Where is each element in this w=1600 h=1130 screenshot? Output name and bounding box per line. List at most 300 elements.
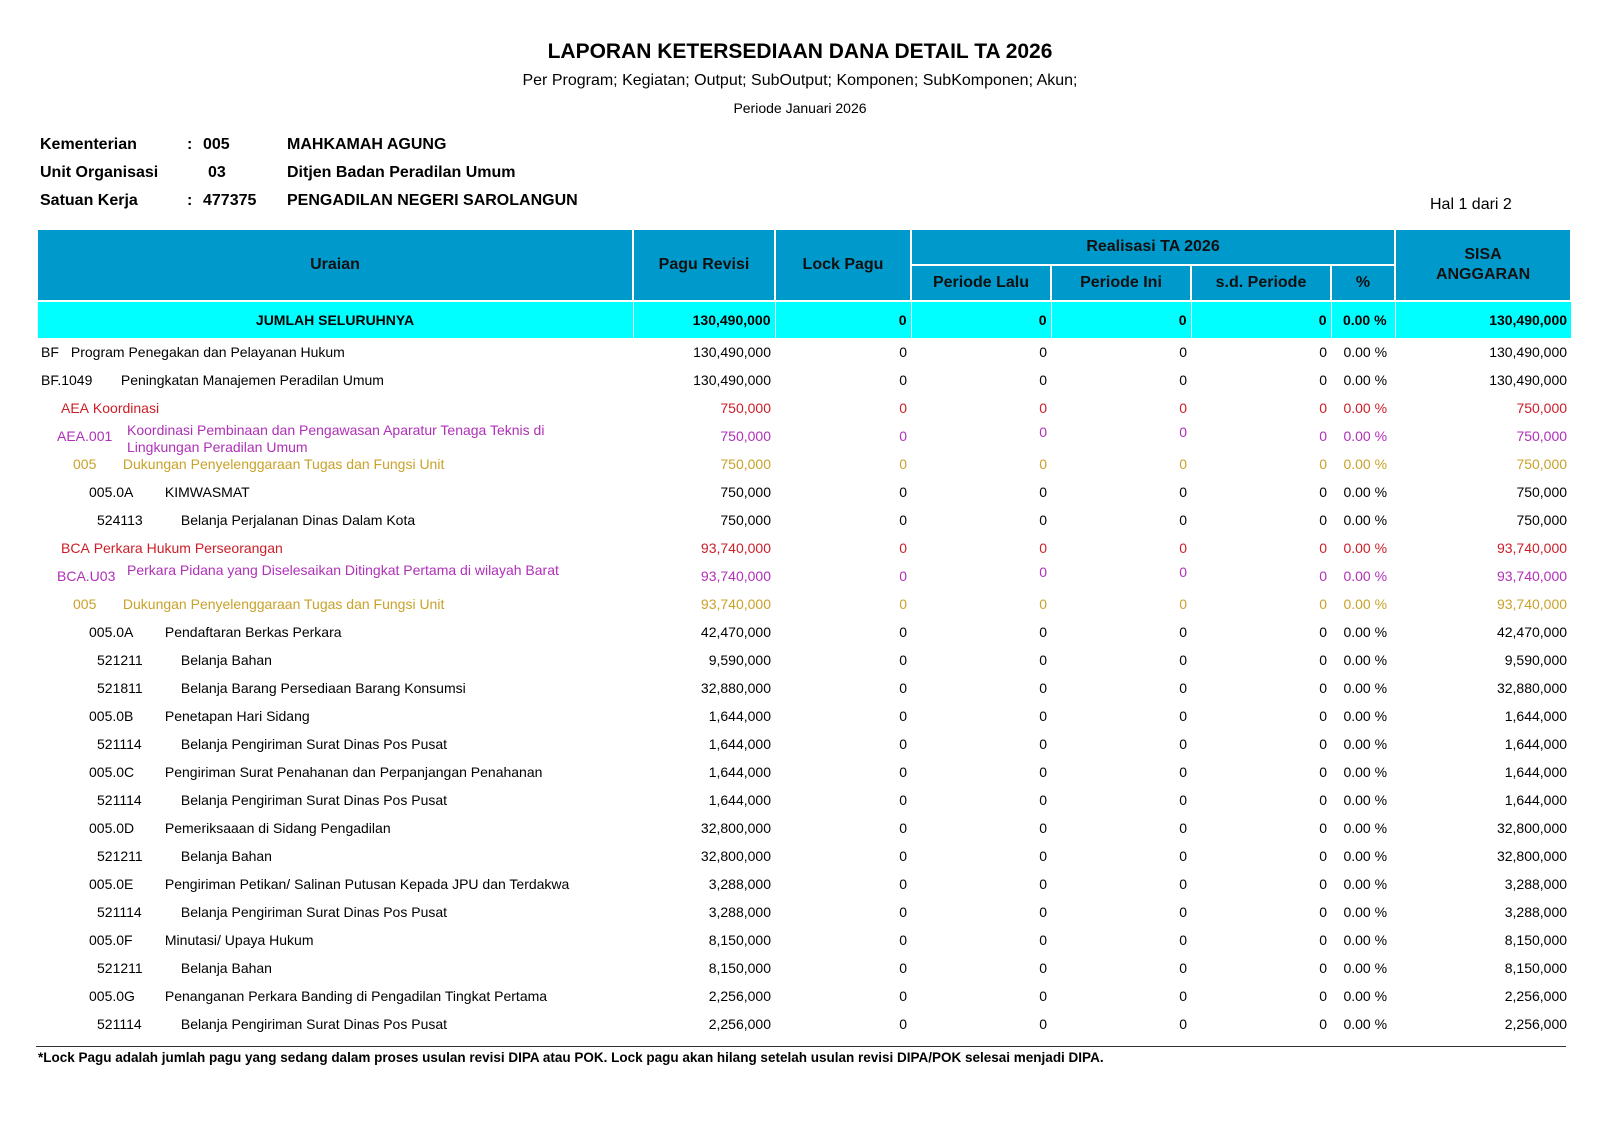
row-sd-periode: 0	[1319, 792, 1327, 808]
row-periode-lalu	[911, 674, 1051, 702]
row-sisa-anggaran: 130,490,000	[1489, 344, 1568, 360]
row-periode-ini	[1051, 1010, 1191, 1038]
table-row-subkomponen	[37, 926, 1571, 954]
report-meta	[40, 136, 1540, 220]
row-periode-ini-value: 0	[1179, 624, 1187, 640]
row-code: 521211	[97, 848, 143, 864]
row-persen: 0.00 %	[1343, 484, 1388, 500]
row-desc: Belanja Pengiriman Surat Dinas Pos Pusat	[180, 792, 448, 808]
row-periode-ini-value: 0	[1179, 736, 1187, 752]
row-pagu-revisi: 1,644,000	[708, 708, 771, 724]
row-pagu-revisi: 8,150,000	[708, 960, 771, 976]
row-periode-ini	[1051, 394, 1191, 422]
row-periode-ini	[1051, 506, 1191, 534]
meta-name: Ditjen Badan Peradilan Umum	[287, 164, 516, 181]
row-periode-ini-value: 0	[1179, 960, 1187, 976]
row-code: 524113	[97, 512, 143, 528]
row-pagu-revisi: 750,000	[720, 400, 771, 416]
row-code: AEA.001	[57, 428, 113, 444]
row-uraian	[37, 870, 633, 898]
row-periode-ini-value: 0	[1179, 764, 1187, 780]
meta-unit-organisasi	[40, 164, 1540, 192]
row-desc: Pemeriksaaan di Sidang Pengadilan	[164, 820, 391, 836]
row-periode-lalu-value: 0	[1039, 372, 1047, 388]
row-lock-pagu: 0	[899, 876, 907, 892]
row-periode-ini-value: 0	[1179, 564, 1187, 580]
row-pagu-revisi: 1,644,000	[708, 792, 771, 808]
row-desc: KIMWASMAT	[164, 484, 250, 500]
table-row-subkomponen	[37, 618, 1571, 646]
row-uraian	[37, 1010, 633, 1038]
row-periode-lalu	[911, 730, 1051, 758]
row-periode-ini	[1051, 814, 1191, 842]
row-code: 521211	[97, 652, 143, 668]
row-persen: 0.00 %	[1343, 876, 1388, 892]
row-persen: 0.00 %	[1343, 708, 1388, 724]
row-periode-ini	[1051, 534, 1191, 562]
row-periode-ini	[1051, 786, 1191, 814]
row-sd-periode: 0	[1319, 708, 1327, 724]
row-periode-ini-value: 0	[1179, 680, 1187, 696]
row-code: 005.0C	[89, 764, 135, 780]
meta-label: Kementerian	[40, 136, 137, 153]
meta-label: Unit Organisasi	[40, 164, 159, 181]
row-sd-periode: 0	[1319, 652, 1327, 668]
row-persen: 0.00 %	[1343, 792, 1388, 808]
row-sisa-anggaran: 2,256,000	[1504, 988, 1568, 1004]
row-periode-lalu	[911, 786, 1051, 814]
row-periode-lalu	[911, 590, 1051, 618]
row-uraian	[37, 590, 633, 618]
row-periode-ini-value: 0	[1179, 876, 1187, 892]
row-sd-periode: 0	[1319, 988, 1327, 1004]
header-lock-pagu: Lock Pagu	[775, 229, 911, 301]
row-sd-periode: 0	[1319, 1016, 1327, 1032]
row-lock-pagu: 0	[899, 960, 907, 976]
row-sisa-anggaran: 1,644,000	[1504, 792, 1568, 808]
row-lock-pagu: 0	[899, 624, 907, 640]
row-desc: Peningkatan Manajemen Peradilan Umum	[120, 372, 384, 388]
row-periode-lalu	[911, 898, 1051, 926]
meta-satuan-kerja	[40, 192, 1540, 220]
row-periode-ini-value: 0	[1179, 484, 1187, 500]
row-periode-lalu	[911, 702, 1051, 730]
row-uraian	[37, 562, 633, 590]
row-uraian	[37, 982, 633, 1010]
row-periode-lalu	[911, 506, 1051, 534]
row-periode-ini-value: 0	[1179, 512, 1187, 528]
row-pagu-revisi: 8,150,000	[708, 932, 771, 948]
row-periode-ini-value: 0	[1179, 792, 1187, 808]
row-persen: 0.00 %	[1343, 960, 1388, 976]
row-lock-pagu: 0	[899, 512, 907, 528]
row-sisa-anggaran: 42,470,000	[1496, 624, 1568, 640]
row-sisa-anggaran: 8,150,000	[1504, 932, 1568, 948]
row-uraian	[37, 814, 633, 842]
row-lock-pagu: 0	[899, 568, 907, 584]
row-lock-pagu: 0	[899, 400, 907, 416]
meta-colon: :	[187, 192, 193, 209]
meta-code: 03	[208, 164, 226, 181]
row-sd-periode: 0	[1319, 764, 1327, 780]
row-lock-pagu: 0	[899, 456, 907, 472]
row-periode-lalu	[911, 954, 1051, 982]
report-subtitle: Per Program; Kegiatan; Output; SubOutput; Komponen; SubKomponen; Akun;	[522, 72, 1078, 89]
row-sisa-anggaran: 2,256,000	[1504, 1016, 1568, 1032]
row-sisa-anggaran: 1,644,000	[1504, 708, 1568, 724]
row-periode-lalu	[911, 842, 1051, 870]
grand-total-sisa: 130,490,000	[1395, 301, 1571, 338]
row-periode-ini-value: 0	[1179, 456, 1187, 472]
row-code: 005.0E	[89, 876, 134, 892]
row-persen: 0.00 %	[1343, 596, 1388, 612]
row-uraian	[37, 842, 633, 870]
row-periode-lalu-value: 0	[1039, 652, 1047, 668]
table-row-akun	[37, 786, 1571, 814]
row-periode-ini-value: 0	[1179, 904, 1187, 920]
row-code: BCA	[61, 540, 90, 556]
grand-total-ini: 0	[1051, 301, 1191, 338]
row-periode-lalu-value: 0	[1039, 708, 1047, 724]
row-lock-pagu: 0	[899, 540, 907, 556]
row-pagu-revisi: 32,800,000	[700, 848, 771, 864]
row-sd-periode: 0	[1319, 960, 1327, 976]
row-sd-periode: 0	[1319, 400, 1327, 416]
meta-colon: :	[187, 136, 193, 153]
row-uraian	[37, 758, 633, 786]
row-sisa-anggaran: 750,000	[1516, 512, 1568, 528]
row-uraian	[37, 366, 633, 394]
row-periode-lalu	[911, 982, 1051, 1010]
row-periode-ini	[1051, 758, 1191, 786]
lock-pagu-footnote: *Lock Pagu adalah jumlah pagu yang sedang dalam proses usulan revisi DIPA atau POK. Lock pagu akan hilang setelah usulan revisi DIPA/POK selesai menjadi DIPA.	[38, 1050, 1104, 1065]
row-periode-ini-value: 0	[1179, 400, 1187, 416]
row-sisa-anggaran: 32,880,000	[1496, 680, 1568, 696]
row-lock-pagu: 0	[899, 848, 907, 864]
row-sisa-anggaran: 1,644,000	[1504, 736, 1568, 752]
row-pagu-revisi: 1,644,000	[708, 764, 771, 780]
row-periode-ini	[1051, 982, 1191, 1010]
row-periode-lalu-value: 0	[1039, 848, 1047, 864]
row-periode-lalu-value: 0	[1039, 736, 1047, 752]
row-persen: 0.00 %	[1343, 932, 1388, 948]
row-code: 521811	[97, 680, 143, 696]
row-code: 005	[73, 456, 97, 472]
row-periode-ini-value: 0	[1179, 848, 1187, 864]
row-code: BF.1049	[41, 372, 93, 388]
row-lock-pagu: 0	[899, 372, 907, 388]
row-periode-lalu-value: 0	[1039, 564, 1047, 580]
row-periode-ini	[1051, 702, 1191, 730]
budget-rows	[37, 338, 1571, 1038]
row-periode-lalu-value: 0	[1039, 596, 1047, 612]
row-code: 521114	[97, 736, 142, 752]
header-persen: %	[1331, 265, 1395, 301]
header-realisasi: Realisasi TA 2026	[911, 229, 1395, 265]
row-desc: Minutasi/ Upaya Hukum	[164, 932, 314, 948]
meta-name: PENGADILAN NEGERI SAROLANGUN	[287, 192, 578, 209]
row-desc: Belanja Pengiriman Surat Dinas Pos Pusat	[180, 1016, 448, 1032]
row-pagu-revisi: 9,590,000	[708, 652, 771, 668]
row-code: 521114	[97, 1016, 142, 1032]
row-periode-lalu	[911, 478, 1051, 506]
row-lock-pagu: 0	[899, 484, 907, 500]
row-sd-periode: 0	[1319, 568, 1327, 584]
row-periode-ini	[1051, 338, 1191, 366]
row-code: BF	[41, 344, 59, 360]
row-sisa-anggaran: 1,644,000	[1504, 764, 1568, 780]
row-code: 005.0D	[89, 820, 135, 836]
table-row-akun	[37, 954, 1571, 982]
row-desc: Pengiriman Petikan/ Salinan Putusan Kepada JPU dan Terdakwa	[164, 876, 570, 892]
row-sd-periode: 0	[1319, 736, 1327, 752]
table-row-akun	[37, 506, 1571, 534]
row-desc: Koordinasi Pembinaan dan Pengawasan Aparatur Tenaga Teknis di Lingkungan Peradilan Umum	[127, 422, 545, 455]
row-persen: 0.00 %	[1343, 540, 1388, 556]
grand-total-pct: 0.00 %	[1331, 301, 1395, 338]
meta-code: 005	[203, 136, 230, 153]
meta-name: MAHKAMAH AGUNG	[287, 136, 447, 153]
row-periode-lalu	[911, 618, 1051, 646]
row-lock-pagu: 0	[899, 680, 907, 696]
row-sd-periode: 0	[1319, 344, 1327, 360]
row-persen: 0.00 %	[1343, 764, 1388, 780]
row-periode-ini-value: 0	[1179, 652, 1187, 668]
row-sisa-anggaran: 93,740,000	[1496, 568, 1568, 584]
report-period: Periode Januari 2026	[733, 100, 867, 116]
table-row-subkomponen	[37, 982, 1571, 1010]
row-periode-lalu	[911, 394, 1051, 422]
table-row-akun	[37, 898, 1571, 926]
row-pagu-revisi: 93,740,000	[700, 596, 771, 612]
row-periode-ini	[1051, 590, 1191, 618]
row-periode-ini-value: 0	[1179, 372, 1187, 388]
row-periode-lalu	[911, 1010, 1051, 1038]
row-pagu-revisi: 93,740,000	[700, 540, 771, 556]
row-code: 521114	[97, 792, 142, 808]
table-row-output	[37, 394, 1571, 422]
table-row-kegiatan	[37, 366, 1571, 394]
row-periode-ini	[1051, 562, 1191, 590]
row-periode-ini	[1051, 898, 1191, 926]
row-sisa-anggaran: 32,800,000	[1496, 848, 1568, 864]
row-periode-lalu-value: 0	[1039, 680, 1047, 696]
row-pagu-revisi: 1,644,000	[708, 736, 771, 752]
row-periode-ini-value: 0	[1179, 344, 1187, 360]
row-sisa-anggaran: 93,740,000	[1496, 540, 1568, 556]
row-lock-pagu: 0	[899, 988, 907, 1004]
row-periode-lalu-value: 0	[1039, 624, 1047, 640]
row-desc: Belanja Perjalanan Dinas Dalam Kota	[180, 512, 416, 528]
grand-total-lock: 0	[775, 301, 911, 338]
row-periode-ini	[1051, 926, 1191, 954]
row-periode-lalu-value: 0	[1039, 1016, 1047, 1032]
row-periode-lalu	[911, 870, 1051, 898]
table-row-program	[37, 338, 1571, 366]
row-sisa-anggaran: 3,288,000	[1504, 904, 1568, 920]
row-desc: Belanja Barang Persediaan Barang Konsumsi	[180, 680, 466, 696]
footer-divider	[36, 1046, 1566, 1047]
row-sd-periode: 0	[1319, 372, 1327, 388]
row-persen: 0.00 %	[1343, 400, 1388, 416]
row-periode-lalu	[911, 814, 1051, 842]
row-desc: Belanja Bahan	[180, 652, 272, 668]
row-pagu-revisi: 130,490,000	[693, 372, 771, 388]
row-code: 005.0B	[89, 708, 134, 724]
row-periode-ini	[1051, 730, 1191, 758]
row-uraian	[37, 674, 633, 702]
row-persen: 0.00 %	[1343, 904, 1388, 920]
budget-table	[36, 228, 1572, 1038]
row-uraian	[37, 506, 633, 534]
row-periode-ini	[1051, 646, 1191, 674]
row-lock-pagu: 0	[899, 1016, 907, 1032]
row-uraian	[37, 534, 633, 562]
row-periode-lalu	[911, 926, 1051, 954]
table-row-akun	[37, 1010, 1571, 1038]
row-periode-lalu-value: 0	[1039, 792, 1047, 808]
header-pagu-revisi: Pagu Revisi	[633, 229, 775, 301]
grand-total-sd: 0	[1191, 301, 1331, 338]
row-persen: 0.00 %	[1343, 568, 1388, 584]
row-desc: Dukungan Penyelenggaraan Tugas dan Fungsi Unit	[122, 596, 445, 612]
row-periode-ini	[1051, 842, 1191, 870]
row-sd-periode: 0	[1319, 596, 1327, 612]
row-periode-ini	[1051, 478, 1191, 506]
row-pagu-revisi: 750,000	[720, 456, 771, 472]
row-sd-periode: 0	[1319, 904, 1327, 920]
row-lock-pagu: 0	[899, 428, 907, 444]
table-row-akun	[37, 730, 1571, 758]
row-lock-pagu: 0	[899, 652, 907, 668]
table-row-akun	[37, 674, 1571, 702]
row-persen: 0.00 %	[1343, 652, 1388, 668]
row-uraian	[37, 954, 633, 982]
row-persen: 0.00 %	[1343, 372, 1388, 388]
row-sd-periode: 0	[1319, 820, 1327, 836]
row-periode-lalu-value: 0	[1039, 876, 1047, 892]
row-lock-pagu: 0	[899, 904, 907, 920]
row-desc: Pendaftaran Berkas Perkara	[164, 624, 342, 640]
row-pagu-revisi: 2,256,000	[708, 1016, 771, 1032]
row-uraian	[37, 898, 633, 926]
row-periode-lalu-value: 0	[1039, 512, 1047, 528]
row-sisa-anggaran: 130,490,000	[1489, 372, 1568, 388]
row-sisa-anggaran: 750,000	[1516, 400, 1568, 416]
row-periode-lalu-value: 0	[1039, 932, 1047, 948]
row-sd-periode: 0	[1319, 876, 1327, 892]
row-periode-ini	[1051, 954, 1191, 982]
row-pagu-revisi: 750,000	[720, 512, 771, 528]
meta-label: Satuan Kerja	[40, 192, 138, 209]
row-code: 005.0A	[89, 484, 134, 500]
row-periode-lalu	[911, 534, 1051, 562]
row-sisa-anggaran: 750,000	[1516, 428, 1568, 444]
row-periode-ini-value: 0	[1179, 540, 1187, 556]
row-periode-lalu	[911, 338, 1051, 366]
row-periode-lalu	[911, 646, 1051, 674]
row-periode-ini-value: 0	[1179, 988, 1187, 1004]
row-code: 005	[73, 596, 97, 612]
page-indicator: Hal 1 dari 2	[1430, 196, 1512, 213]
table-row-subkomponen	[37, 870, 1571, 898]
row-sd-periode: 0	[1319, 512, 1327, 528]
row-periode-lalu-value: 0	[1039, 456, 1047, 472]
header-periode-ini: Periode Ini	[1051, 265, 1191, 301]
row-periode-ini	[1051, 422, 1191, 450]
table-row-subkomponen	[37, 702, 1571, 730]
row-periode-ini-value: 0	[1179, 932, 1187, 948]
row-desc: Belanja Bahan	[180, 848, 272, 864]
row-periode-lalu	[911, 758, 1051, 786]
grand-total-row	[37, 301, 1571, 338]
row-uraian	[37, 926, 633, 954]
row-sd-periode: 0	[1319, 428, 1327, 444]
row-periode-ini-value: 0	[1179, 424, 1187, 440]
row-desc: Perkara Hukum Perseorangan	[93, 540, 283, 556]
row-code: 005.0G	[89, 988, 135, 1004]
row-desc: Penetapan Hari Sidang	[164, 708, 310, 724]
row-uraian	[37, 730, 633, 758]
header-periode-lalu: Periode Lalu	[911, 265, 1051, 301]
row-periode-ini	[1051, 618, 1191, 646]
row-persen: 0.00 %	[1343, 428, 1388, 444]
row-lock-pagu: 0	[899, 764, 907, 780]
row-sd-periode: 0	[1319, 484, 1327, 500]
table-row-subkomponen	[37, 478, 1571, 506]
row-persen: 0.00 %	[1343, 680, 1388, 696]
row-lock-pagu: 0	[899, 708, 907, 724]
row-uraian	[37, 394, 633, 422]
row-periode-ini-value: 0	[1179, 596, 1187, 612]
grand-total-pagu: 130,490,000	[633, 301, 775, 338]
row-sd-periode: 0	[1319, 540, 1327, 556]
row-desc: Penanganan Perkara Banding di Pengadilan Tingkat Pertama	[164, 988, 548, 1004]
row-periode-lalu-value: 0	[1039, 988, 1047, 1004]
row-periode-ini	[1051, 450, 1191, 478]
row-periode-lalu-value: 0	[1039, 484, 1047, 500]
row-pagu-revisi: 2,256,000	[708, 988, 771, 1004]
row-pagu-revisi: 750,000	[720, 484, 771, 500]
table-row-subkomponen	[37, 758, 1571, 786]
row-sd-periode: 0	[1319, 624, 1327, 640]
row-lock-pagu: 0	[899, 596, 907, 612]
row-periode-lalu-value: 0	[1039, 764, 1047, 780]
row-code: 521114	[97, 904, 142, 920]
table-row-komponen	[37, 590, 1571, 618]
row-sd-periode: 0	[1319, 680, 1327, 696]
meta-kementerian	[40, 136, 1540, 164]
row-sisa-anggaran: 9,590,000	[1504, 652, 1568, 668]
row-lock-pagu: 0	[899, 932, 907, 948]
row-periode-ini-value: 0	[1179, 708, 1187, 724]
row-sisa-anggaran: 750,000	[1516, 456, 1568, 472]
row-pagu-revisi: 3,288,000	[708, 904, 771, 920]
row-uraian	[37, 618, 633, 646]
row-persen: 0.00 %	[1343, 344, 1388, 360]
row-periode-lalu	[911, 366, 1051, 394]
row-periode-lalu-value: 0	[1039, 904, 1047, 920]
header-uraian: Uraian	[37, 229, 633, 301]
table-row-akun	[37, 646, 1571, 674]
row-persen: 0.00 %	[1343, 512, 1388, 528]
row-sisa-anggaran: 32,800,000	[1496, 820, 1568, 836]
row-sisa-anggaran: 8,150,000	[1504, 960, 1568, 976]
row-persen: 0.00 %	[1343, 988, 1388, 1004]
row-desc: Program Penegakan dan Pelayanan Hukum	[70, 344, 345, 360]
row-pagu-revisi: 3,288,000	[708, 876, 771, 892]
row-sd-periode: 0	[1319, 456, 1327, 472]
